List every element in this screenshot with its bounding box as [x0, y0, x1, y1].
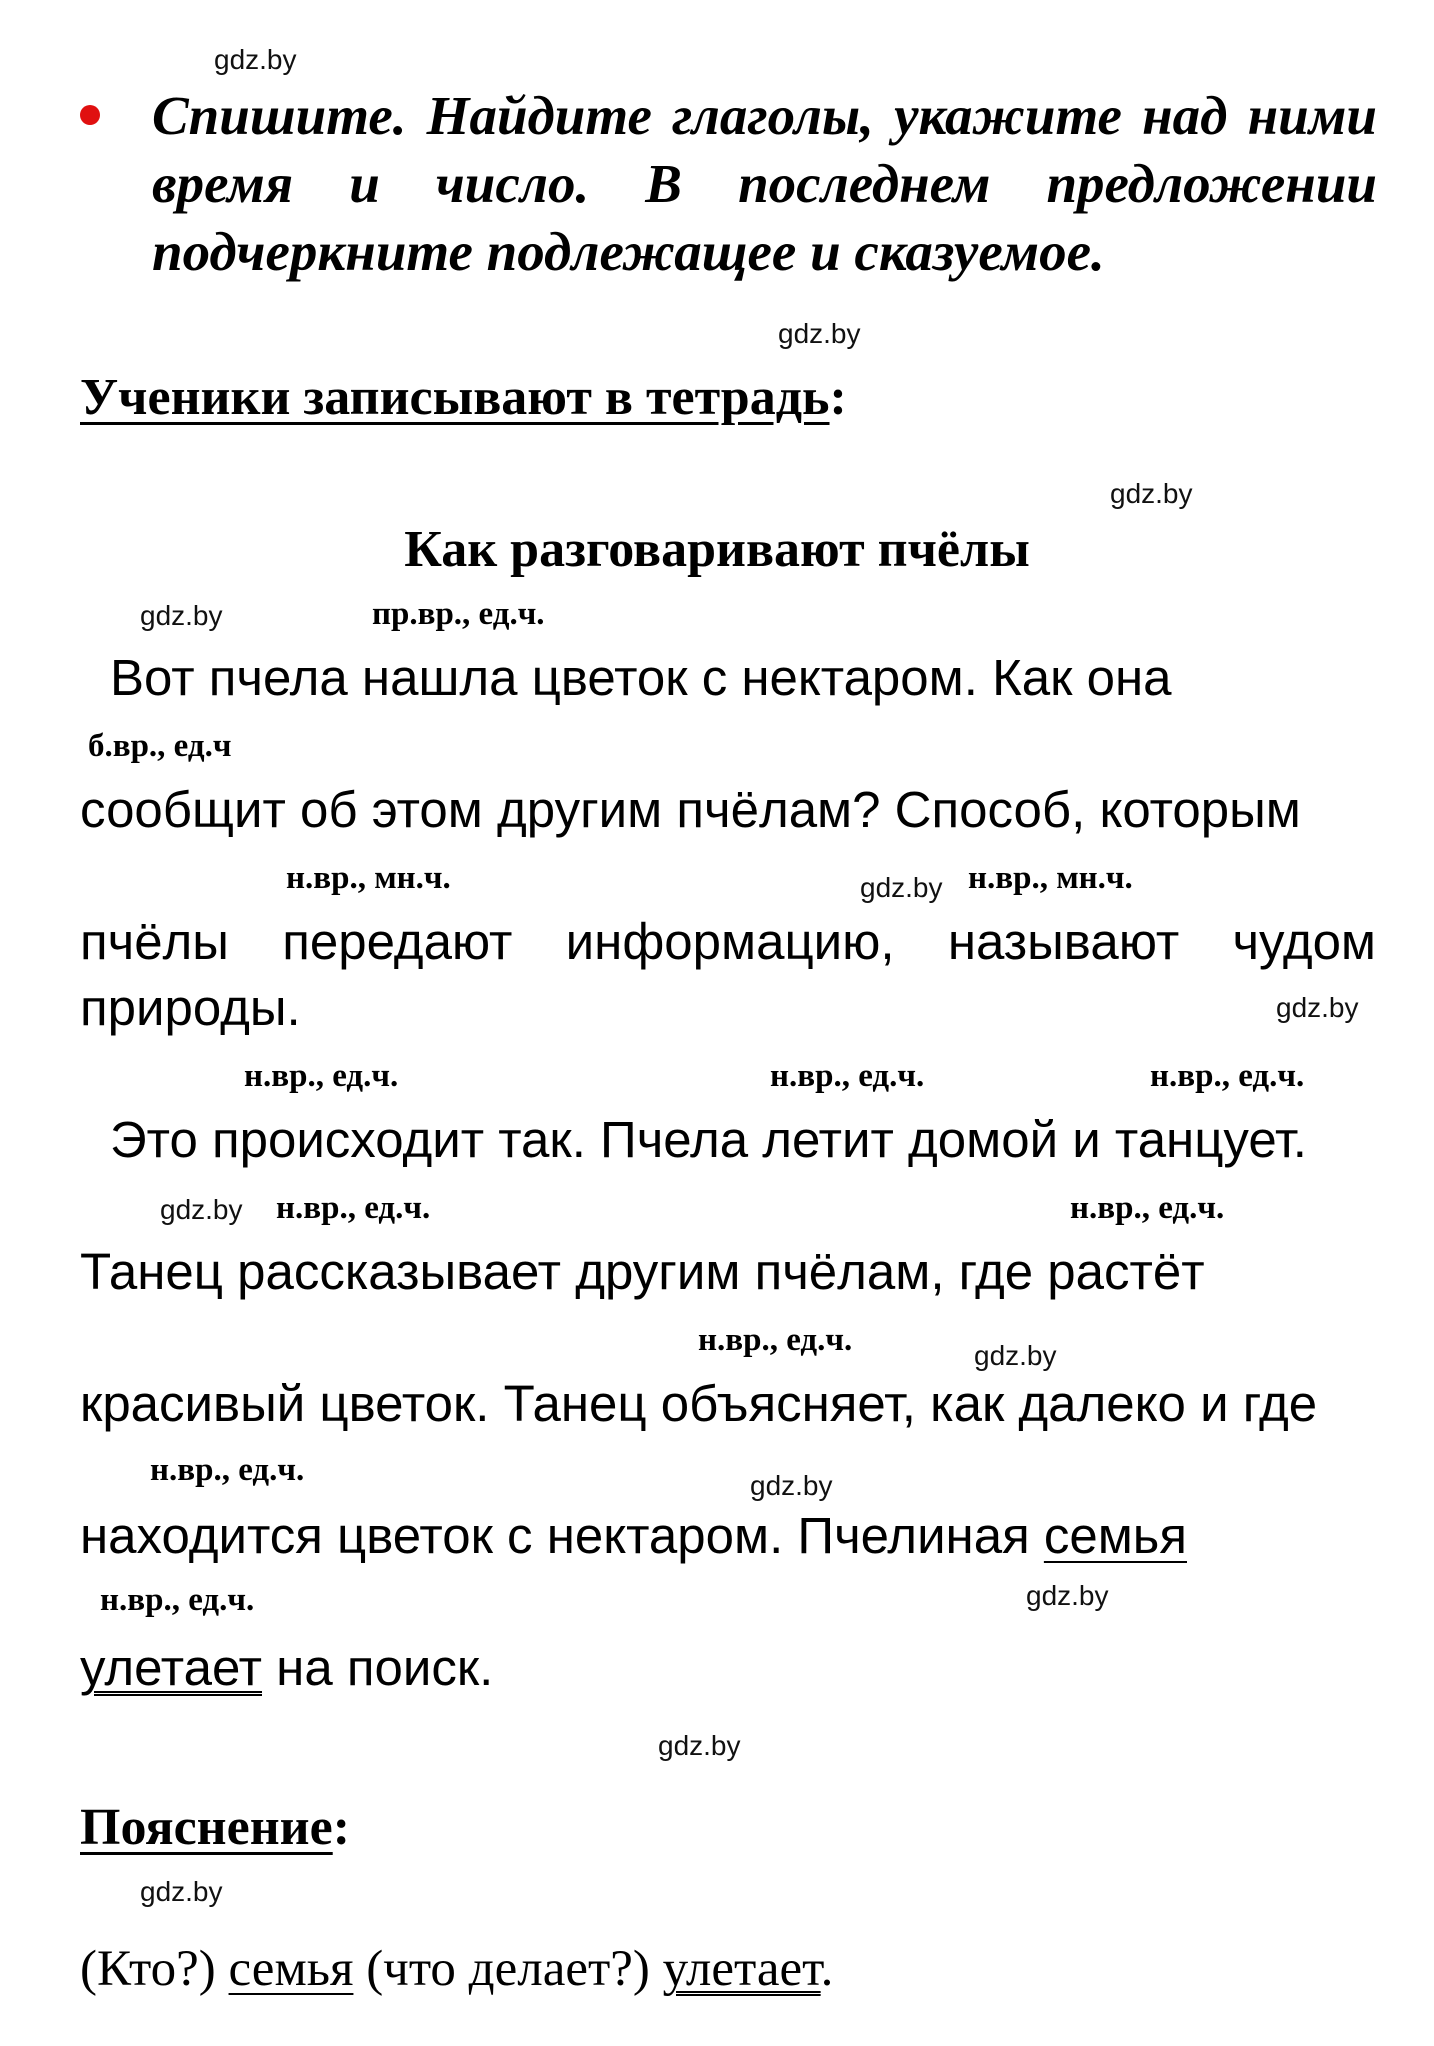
bullet-dot: [80, 105, 100, 125]
verb-annotation: н.вр., ед.ч.: [770, 1058, 925, 1094]
verb-annotation: н.вр., ед.ч.: [1150, 1058, 1305, 1094]
period: .: [820, 1941, 834, 1997]
word: пчёлы: [80, 913, 229, 970]
text-line: [80, 1638, 493, 1697]
question-what-does: (что делает?): [353, 1941, 663, 1997]
students-heading: [80, 368, 847, 427]
text-line-justified: [80, 912, 1376, 971]
verb-annotation: б.вр., ед.ч: [88, 728, 232, 764]
subject-word: семья: [1043, 1507, 1187, 1564]
watermark: gdz.by: [1276, 992, 1359, 1023]
word: передают: [282, 913, 513, 970]
text-fragment: находится цветок с нектаром. Пчелиная: [80, 1507, 1044, 1564]
watermark: gdz.by: [658, 1730, 741, 1761]
predicate-word: улетает: [662, 1941, 821, 1997]
watermark: gdz.by: [750, 1470, 833, 1501]
watermark: gdz.by: [778, 318, 861, 349]
watermark: gdz.by: [1026, 1580, 1109, 1611]
text-line: природы.: [80, 979, 301, 1036]
explanation-heading-text: Пояснение: [80, 1799, 333, 1856]
students-heading-text: Ученики записывают в тетрадь: [80, 369, 830, 426]
subject-word: семья: [228, 1941, 354, 1997]
verb-annotation: н.вр., ед.ч.: [276, 1190, 431, 1226]
watermark: gdz.by: [140, 1876, 223, 1907]
explanation-heading: [80, 1798, 350, 1857]
watermark: gdz.by: [860, 872, 943, 903]
word: называют: [947, 913, 1180, 970]
text-fragment: на поиск.: [262, 1639, 494, 1696]
predicate-word: улетает: [80, 1639, 262, 1696]
task-instruction: Спишите. Найдите глаголы, укажите над ними время и число. В последнем предложении подчеркните подлежащее и сказуемое.: [152, 85, 1377, 282]
text-line: [80, 1506, 1187, 1565]
verb-annotation: н.вр., ед.ч.: [698, 1322, 853, 1358]
text-line: Это происходит так. Пчела летит домой и танцует.: [110, 1111, 1307, 1168]
word: информацию,: [565, 913, 895, 970]
students-heading-colon: :: [829, 369, 847, 426]
verb-annotation: н.вр., мн.ч.: [286, 860, 451, 896]
verb-annotation: н.вр., мн.ч.: [968, 860, 1133, 896]
text-line: красивый цветок. Танец объясняет, как далеко и где: [80, 1375, 1318, 1432]
text-title: Как разговаривают пчёлы: [404, 521, 1030, 578]
word: чудом: [1232, 913, 1376, 970]
watermark: gdz.by: [214, 44, 297, 75]
watermark: gdz.by: [140, 600, 223, 631]
watermark: gdz.by: [160, 1194, 243, 1225]
question-who: (Кто?): [80, 1941, 229, 1997]
verb-annotation: н.вр., ед.ч.: [244, 1058, 399, 1094]
verb-annotation: пр.вр., ед.ч.: [372, 596, 545, 632]
explanation-heading-colon: :: [332, 1799, 351, 1856]
text-line: Вот пчела нашла цветок с нектаром. Как она: [110, 649, 1172, 706]
verb-annotation: н.вр., ед.ч.: [100, 1582, 255, 1618]
text-line: Танец рассказывает другим пчёлам, где растёт: [80, 1243, 1205, 1300]
text-line: сообщит об этом другим пчёлам? Способ, которым: [80, 781, 1301, 838]
watermark: gdz.by: [1110, 478, 1193, 509]
watermark: gdz.by: [974, 1340, 1057, 1371]
explanation-line: [80, 1940, 833, 1998]
verb-annotation: н.вр., ед.ч.: [1070, 1190, 1225, 1226]
verb-annotation: н.вр., ед.ч.: [150, 1452, 305, 1488]
